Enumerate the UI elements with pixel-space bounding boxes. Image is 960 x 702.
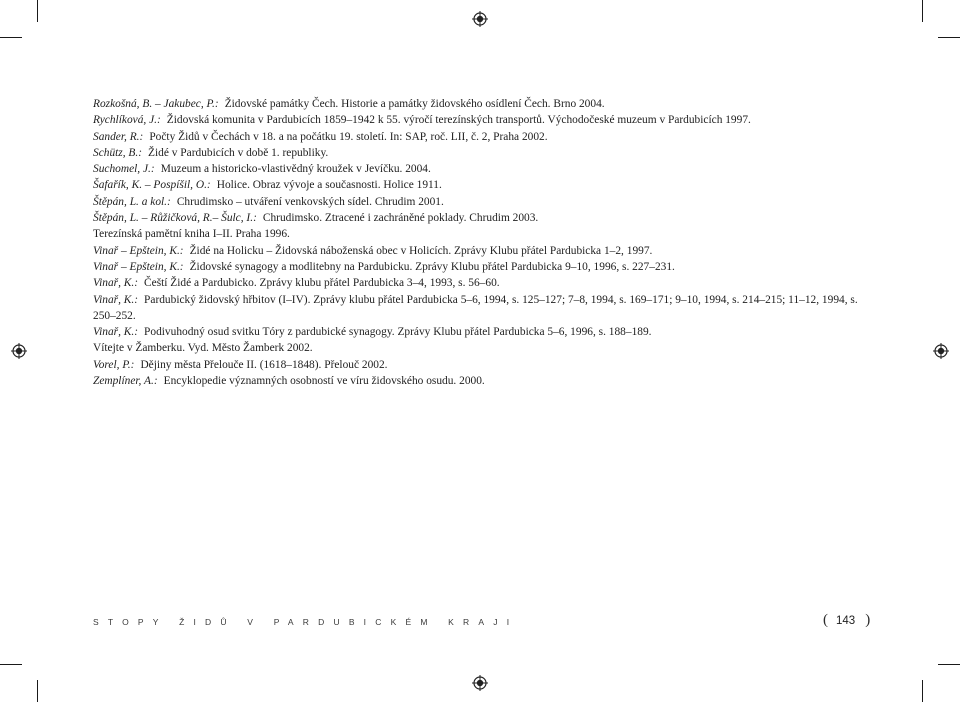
reference-author: Štěpán, L. a kol.:	[93, 195, 171, 208]
registration-mark-icon	[933, 343, 949, 359]
crop-mark	[922, 0, 923, 22]
registration-mark-icon	[472, 675, 488, 691]
reference-author: Štěpán, L. – Růžičková, R.– Šulc, I.:	[93, 212, 257, 225]
crop-mark	[0, 664, 22, 665]
reference-text: Podivuhodný osud svitku Tóry z pardubické synagogy. Zprávy Klubu přátel Pardubicka 5–6, 1996, s. 188–189.	[144, 326, 652, 339]
reference-author: Vinař, K.:	[93, 293, 139, 306]
reference-author: Zemplíner, A.:	[93, 375, 158, 388]
reference-text: Pardubický židovský hřbitov (I–IV). Zprávy klubu přátel Pardubicka 5–6, 1994, s. 125–127; 7–8, 1994, s. 169–171; 9–10, 1994, s. 214–215; 11–12, 1994, s. 250–252.	[93, 293, 858, 322]
reference-entry	[93, 96, 883, 112]
reference-author: Vinař – Epštein, K.:	[93, 260, 184, 273]
reference-text: Židovské památky Čech. Historie a památky židovského osídlení Čech. Brno 2004.	[224, 98, 605, 110]
page-number-open-paren: (	[823, 612, 828, 628]
crop-mark	[37, 680, 38, 702]
reference-entry	[93, 292, 883, 325]
crop-mark	[37, 0, 38, 22]
reference-text: Terezínská pamětní kniha I–II. Praha 1996.	[93, 228, 290, 241]
reference-author: Vinař, K.:	[93, 326, 139, 339]
reference-entry	[93, 340, 883, 356]
reference-author: Schütz, B.:	[93, 146, 143, 159]
page-number-value: 143	[836, 615, 856, 627]
reference-text: Encyklopedie významných osobností ve víru židovského osudu. 2000.	[163, 375, 485, 388]
reference-entry	[93, 194, 883, 210]
reference-entry	[93, 259, 883, 275]
registration-mark-icon	[11, 343, 27, 359]
reference-text: Počty Židů v Čechách v 18. a na počátku 19. století. In: SAP, roč. LII, č. 2, Praha 2002.	[149, 130, 548, 143]
reference-text: Čeští Židé a Pardubicko. Zprávy klubu přátel Pardubicka 3–4, 1993, s. 56–60.	[144, 277, 500, 290]
reference-entry	[93, 324, 883, 340]
running-footer-title: STOPY ŽIDŮ V PARDUBICKÉM KRAJI	[93, 617, 519, 627]
crop-mark	[922, 680, 923, 702]
page-number	[823, 612, 870, 629]
reference-author: Šafařík, K. – Pospíšil, O.:	[93, 179, 211, 192]
page-number-close-paren: )	[865, 612, 871, 628]
reference-entry	[93, 243, 883, 259]
reference-author: Sander, R.:	[93, 130, 144, 143]
reference-text: Židovské synagogy a modlitebny na Pardubicku. Zprávy Klubu přátel Pardubicka 9–10, 1996, s. 227–231.	[189, 260, 675, 273]
reference-text: Židé v Pardubicích v době 1. republiky.	[148, 146, 329, 159]
reference-author: Rychlíková, J.:	[93, 114, 161, 127]
reference-entry	[93, 226, 883, 242]
reference-entry	[93, 357, 883, 373]
reference-entry	[93, 177, 883, 193]
crop-mark	[938, 37, 960, 38]
reference-entry	[93, 210, 883, 226]
reference-author: Rozkošná, B. – Jakubec, P.:	[93, 98, 219, 110]
reference-text: Židé na Holicku – Židovská náboženská obec v Holicích. Zprávy Klubu přátel Pardubicka 1–2, 1997.	[189, 244, 653, 257]
reference-entry	[93, 129, 883, 145]
crop-mark	[0, 37, 22, 38]
reference-entry	[93, 373, 883, 389]
reference-text: Muzeum a historicko-vlastivědný kroužek v Jevíčku. 2004.	[160, 163, 431, 176]
registration-mark-icon	[472, 11, 488, 27]
reference-text: Dějiny města Přelouče II. (1618–1848). Přelouč 2002.	[140, 358, 388, 371]
reference-author: Suchomel, J.:	[93, 163, 155, 176]
reference-entry	[93, 161, 883, 177]
reference-text: Židovská komunita v Pardubicích 1859–1942 k 55. výročí terezínských transportů. Východočeské muzeum v Pardubicích 1997.	[166, 114, 751, 127]
crop-mark	[938, 664, 960, 665]
reference-entry	[93, 275, 883, 291]
reference-entry	[93, 112, 883, 128]
reference-entry	[93, 145, 883, 161]
reference-text: Chrudimsko – utváření venkovských sídel. Chrudim 2001.	[176, 195, 444, 208]
bibliography-list	[93, 96, 883, 389]
reference-text: Holice. Obraz vývoje a současnosti. Holice 1911.	[216, 179, 442, 192]
reference-author: Vinař, K.:	[93, 277, 139, 290]
reference-text: Chrudimsko. Ztracené i zachráněné poklady. Chrudim 2003.	[262, 212, 539, 225]
reference-author: Vinař – Epštein, K.:	[93, 244, 184, 257]
reference-author: Vorel, P.:	[93, 358, 135, 371]
reference-text: Vítejte v Žamberku. Vyd. Město Žamberk 2002.	[93, 342, 313, 355]
